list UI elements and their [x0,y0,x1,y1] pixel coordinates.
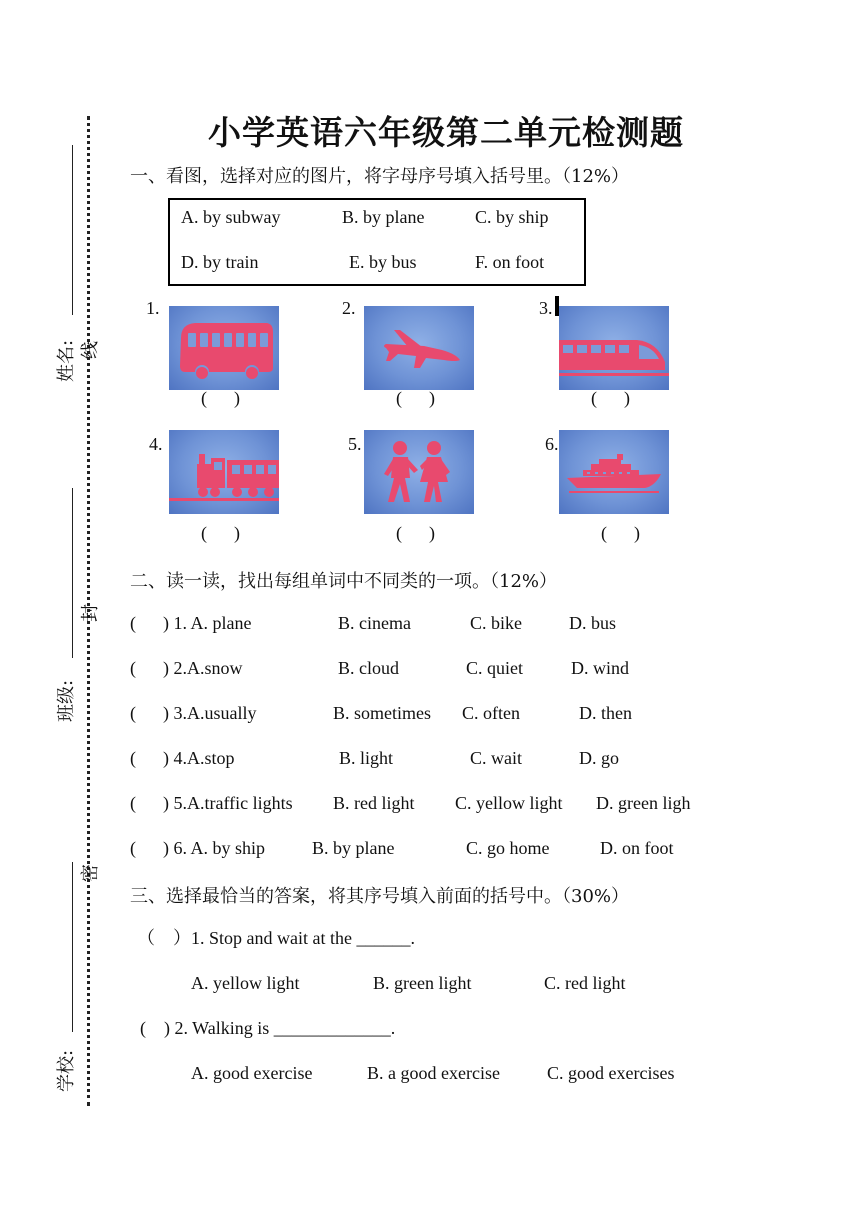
choice-c: C. often [462,703,520,723]
q2-option-a: A. good exercise [191,1063,313,1083]
answer-paren[interactable]: ( ) [396,388,435,408]
question-row: ( ) 2.A.snow [130,658,243,678]
choice-c: C. bike [470,613,522,633]
option-a: A. by subway [181,207,281,227]
choice-d: D. bus [569,613,617,633]
q2-option-c: C. good exercises [547,1063,675,1083]
q1-option-c: C. red light [544,973,626,993]
question-row: ( ) 1. A. plane [130,613,252,633]
choice-b: B. by plane [312,838,395,858]
class-label: 班级: [56,679,77,722]
name-label: 姓名: [56,339,77,382]
q2-option-b: B. a good exercise [367,1063,500,1083]
section3-heading: 三、选择最恰当的答案，将其序号填入前面的括号中。（30%） [130,886,630,907]
picture-4 [169,430,279,514]
q1-option-a: A. yellow light [191,973,300,993]
choice-b: B. light [339,748,394,768]
school-label: 学校: [56,1049,77,1092]
choice-b: B. red light [333,793,415,813]
choice-b: B. cinema [338,613,411,633]
choice-d: D. go [579,748,619,768]
margin-feng: 封 [80,604,101,622]
picture-number: 2. [342,298,356,318]
choice-c: C. quiet [466,658,523,678]
picture-6 [559,430,669,514]
section2-heading: 二、读一读，找出每组单词中不同类的一项。（12%） [130,571,558,592]
question-row: ( ) 6. A. by ship [130,838,265,858]
answer-paren[interactable]: ( ) [201,523,240,543]
option-d: D. by train [181,252,259,272]
picture-3 [559,306,669,390]
class-underline [72,488,73,658]
choice-d: D. on foot [600,838,674,858]
margin-xian: 线 [80,341,101,359]
answer-paren[interactable]: ( ) [396,523,435,543]
picture-2 [364,306,474,390]
subway-icon [559,306,669,390]
picture-1 [169,306,279,390]
choice-b: B. cloud [338,658,399,678]
choice-c: C. wait [470,748,522,768]
answer-paren[interactable]: ( ) [601,523,640,543]
picture-number: 3. [539,298,553,318]
question-1-stem: （ ）1. Stop and wait at the ______. [137,928,415,948]
ship-icon [559,430,669,514]
choice-c: C. go home [466,838,550,858]
choice-d: D. green ligh [596,793,691,813]
question-row: ( ) 5.A.traffic lights [130,793,293,813]
option-b: B. by plane [342,207,425,227]
option-f: F. on foot [475,252,545,272]
section1-heading: 一、看图，选择对应的图片，将字母序号填入括号里。（12%） [130,166,630,187]
answer-paren[interactable]: ( ) [591,388,630,408]
bus-icon [169,306,279,390]
walking-icon [364,430,474,514]
choice-c: C. yellow light [455,793,563,813]
choice-d: D. then [579,703,632,723]
margin-mi: 密 [80,864,101,882]
picture-number: 6. [545,434,559,454]
answer-paren[interactable]: ( ) [201,388,240,408]
question-row: ( ) 4.A.stop [130,748,235,768]
school-underline [72,862,73,1032]
choice-d: D. wind [571,658,629,678]
name-underline [72,145,73,315]
q1-option-b: B. green light [373,973,472,993]
train-icon [169,430,279,514]
page-title: 小学英语六年级第二单元检测题 [208,116,684,152]
picture-5 [364,430,474,514]
plane-icon [364,306,474,390]
picture-number: 1. [146,298,160,318]
picture-number: 4. [149,434,163,454]
picture-number: 5. [348,434,362,454]
option-e: E. by bus [349,252,417,272]
question-2-stem: ( ) 2. Walking is _____________. [140,1018,396,1038]
question-row: ( ) 3.A.usually [130,703,257,723]
option-c: C. by ship [475,207,549,227]
choice-b: B. sometimes [333,703,431,723]
